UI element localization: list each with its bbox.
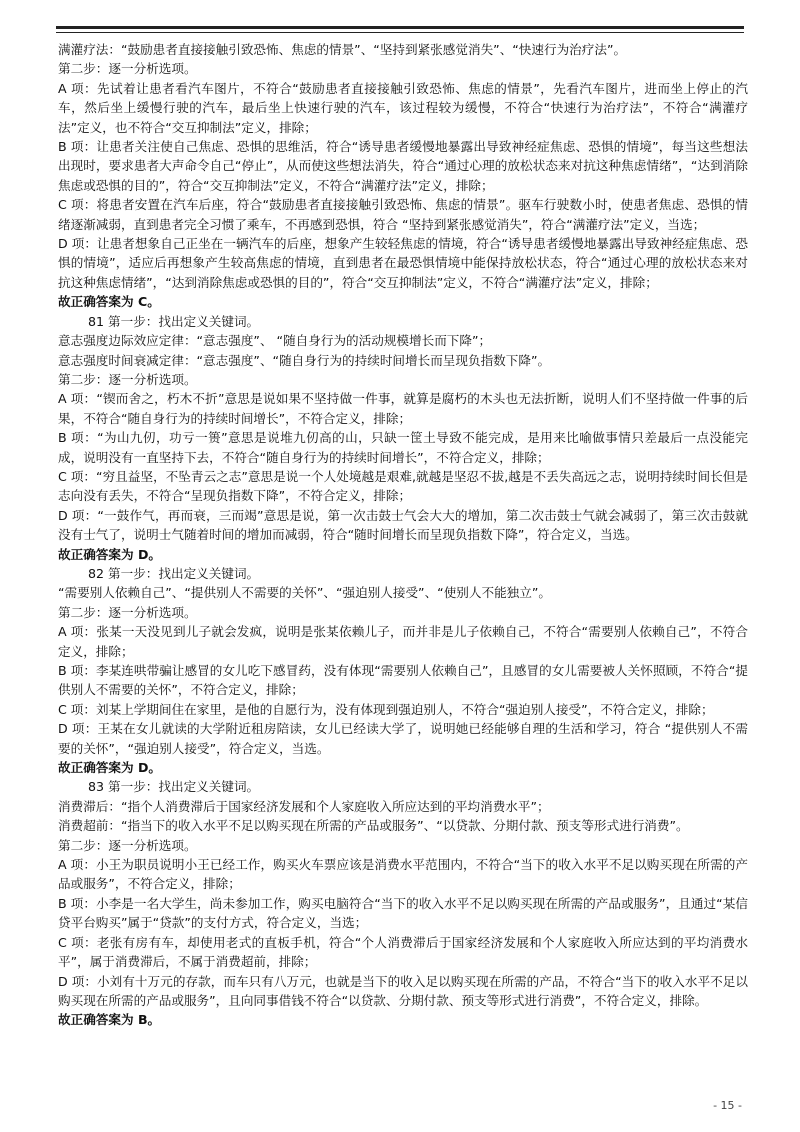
- page-number: - 15 -: [713, 1099, 742, 1112]
- answer-line: 故正确答案为 D。: [58, 546, 161, 562]
- paragraph: 第二步：逐一分析选项。: [58, 371, 197, 387]
- paragraph: A 项：小王为职员说明小王已经工作，购买火车票应该是消费水平范围内，不符合“当下的收入水平不足以购买现在所需的产品或服务”，不符合定义，排除；: [58, 857, 748, 892]
- paragraph: D 项：让患者想象自己正坐在一辆汽车的后座，想象产生较轻焦虑的情境，符合“诱导患者缓慢地暴露出导致神经症焦虑、恐惧的情境”，适应后再想象产生较高焦虑的情境，直到患者在最恐惧情境中能保持放松状态，符合“通过心理的放松状态来对抗这种焦虑情绪”，“达到消除焦虑或恐惧的目的”，符合“交互抑制法”定义，不符合“满灌疗法”定义，排除；: [58, 236, 748, 290]
- header-rule-thick: [56, 26, 744, 29]
- paragraph: 第二步：逐一分析选项。: [58, 604, 197, 620]
- paragraph: C 项：“穷且益坚，不坠青云之志”意思是说一个人处境越是艰难,就越是坚忍不拔,越是不丢失高远之志，说明持续时间长但是志向没有丢失，不符合“呈现负指数下降”，不符合定义，排除；: [58, 468, 748, 504]
- paragraph: D 项：王某在女儿就读的大学附近租房陪读，女儿已经读大学了，说明她已经能够自理的生活和学习，符合 “提供别人不需要的关怀”，“强迫别人接受”，符合定义，当选。: [58, 721, 748, 756]
- paragraph: A 项：张某一天没见到儿子就会发疯，说明是张某依赖儿子，而并非是儿子依赖自己，不符合“需要别人依赖自己”，不符合定义，排除；: [58, 624, 748, 659]
- paragraph: B 项：小李是一名大学生，尚未参加工作，购买电脑符合“当下的收入水平不足以购买现在所需的产品或服务”，且通过“某信贷平台购买”属于“贷款”的支付方式，符合定义，当选；: [58, 895, 748, 931]
- paragraph: 第二步：逐一分析选项。: [58, 837, 197, 853]
- paragraph: 第二步：逐一分析选项。: [58, 61, 197, 77]
- answer-line: 故正确答案为 D。: [58, 760, 161, 776]
- question-heading: 83 第一步：找出定义关键词。: [88, 779, 260, 795]
- header-rule-thin: [56, 32, 744, 33]
- paragraph: B 项：“为山九仞，功亏一篑”意思是说堆九仞高的山，只缺一筐土导致不能完成，是用来比喻做事情只差最后一点没能完成，说明没有一直坚持下去，不符合“随自身行为的持续时间增长”，不符合定义，排除；: [58, 430, 748, 465]
- paragraph: “需要别人依赖自己”、“提供别人不需要的关怀”、“强迫别人接受”、“使别人不能独立”。: [58, 585, 551, 601]
- paragraph: B 项：李某连哄带骗让感冒的女儿吃下感冒药，没有体现“需要别人依赖自己”，且感冒的女儿需要被人关怀照顾，不符合“提供别人不需要的关怀”，不符合定义，排除；: [58, 663, 748, 698]
- paragraph: D 项：“一鼓作气，再而衰，三而竭”意思是说，第一次击鼓士气会大大的增加，第二次击鼓士气就会减弱了，第三次击鼓就没有士气了，说明士气随着时间的增加而减弱，符合“随时间增长而呈现负指数下降”，符合定义，当选。: [58, 507, 748, 543]
- paragraph: B 项：让患者关注使自己焦虑、恐惧的思维活，符合“诱导患者缓慢地暴露出导致神经症焦虑、恐惧的情境”，每当这些想法出现时，要求患者大声命令自己“停止”，从而使这些想法消失，符合“通过心理的放松状态来对抗这种焦虑情绪”，“达到消除焦虑或恐惧的目的”，符合“交互抑制法”定义，不符合“满灌疗法”定义，排除；: [58, 139, 748, 193]
- paragraph: A 项：先试着让患者看汽车图片，不符合“鼓励患者直接接触引致恐怖、焦虑的情景”，先看汽车图片，进而坐上停止的汽车，然后坐上缓慢行驶的汽车，最后坐上快速行驶的汽车，该过程较为缓慢，不符合“快速行为治疗法”，不符合“满灌疗法”定义，也不符合“交互抑制法”定义，排除；: [58, 80, 748, 135]
- paragraph: C 项：刘某上学期间住在家里，是他的自愿行为，没有体现到强迫别人，不符合“强迫别人接受”，不符合定义，排除；: [58, 701, 714, 717]
- paragraph: A 项：“锲而舍之，朽木不折”意思是说如果不坚持做一件事，就算是腐朽的木头也无法折断，说明人们不坚持做一件事的后果，不符合“随自身行为的持续时间增长”，不符合定义，排除；: [58, 391, 748, 426]
- paragraph: C 项：将患者安置在汽车后座，符合“鼓励患者直接接触引致恐怖、焦虑的情景”。驱车行驶数小时，使患者焦虑、恐惧的情绪逐渐减弱，直到患者完全习惯了乘车，不再感到恐惧，符合 “坚持到紧张感觉消失”，符合“满灌疗法”定义，当选；: [58, 197, 748, 232]
- answer-line: 故正确答案为 B。: [58, 1012, 161, 1028]
- paragraph: 消费滞后：“指个人消费滞后于国家经济发展和个人家庭收入所应达到的平均消费水平”；: [58, 798, 550, 814]
- paragraph: 消费超前：“指当下的收入水平不足以购买现在所需的产品或服务”、“以贷款、分期付款、预支等形式进行消费”。: [58, 818, 689, 834]
- question-heading: 82 第一步：找出定义关键词。: [88, 565, 260, 581]
- document-body: [58, 40, 748, 1030]
- paragraph: 意志强度时间衰减定律：“意志强度”、“随自身行为的持续时间增长而呈现负指数下降”。: [58, 352, 551, 368]
- paragraph: 满灌疗法：“鼓励患者直接接触引致恐怖、焦虑的情景”、“坚持到紧张感觉消失”、“快速行为治疗法”。: [58, 42, 627, 57]
- paragraph: 意志强度边际效应定律：“意志强度”、 “随自身行为的活动规模增长而下降”；: [58, 333, 492, 349]
- paragraph: C 项：老张有房有车，却使用老式的直板手机，符合“个人消费滞后于国家经济发展和个人家庭收入所应达到的平均消费水平”，属于消费滞后，不属于消费超前，排除；: [58, 934, 748, 970]
- answer-line: 故正确答案为 C。: [58, 294, 160, 310]
- paragraph: D 项：小刘有十万元的存款，而车只有八万元，也就是当下的收入足以购买现在所需的产品，不符合“当下的收入水平不足以购买现在所需的产品或服务”，且向同事借钱不符合“以贷款、分期付款、预支等形式进行消费”，不符合定义，排除。: [58, 973, 748, 1008]
- question-heading: 81 第一步：找出定义关键词。: [88, 313, 260, 329]
